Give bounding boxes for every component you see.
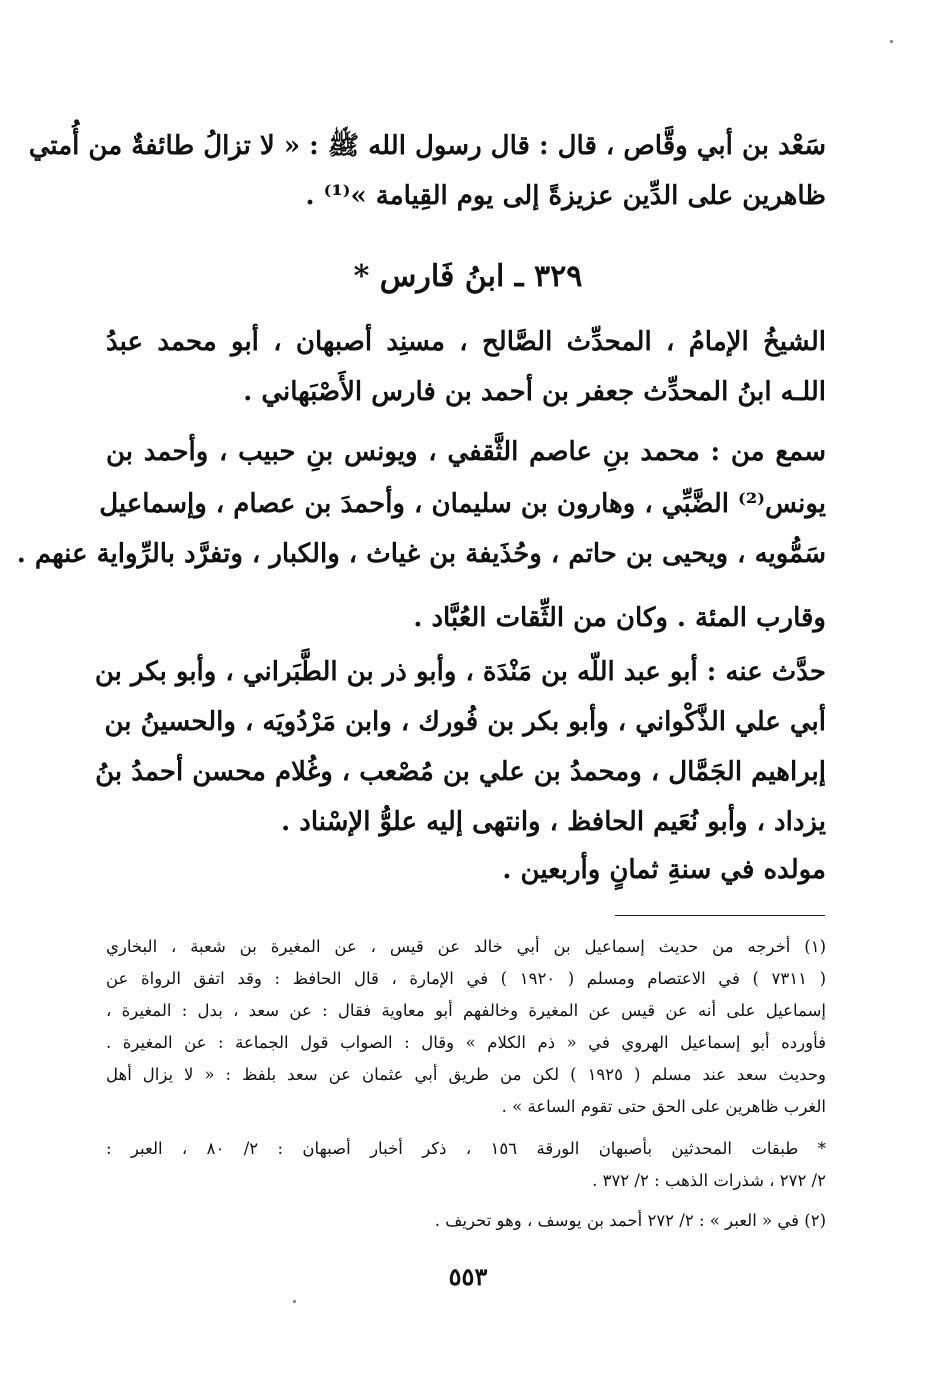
para4-line-3: إبراهيم الجَمَّال ، ومحمدُ بن علي بن مُصْعب ، وغُلام محسن أحمدُ بنُ [95, 757, 826, 787]
footnote-line-3: إسماعيل على أنه عن قيس عن المغيرة وخالفهم أبو معاوية فقال : عن سعد ، بدل : المغيرة ، [106, 1001, 826, 1020]
footnote-separator [615, 915, 825, 916]
para2-line-2: يونس⁽²⁾ الضَّبِّي ، وهارون بن سليمان ، وأحمدَ بن عصام ، وإسماعيل [99, 489, 826, 519]
footnote-line-6: الغرب ظاهرين على الحق حتى تقوم الساعة » . [501, 1097, 826, 1116]
footnote-2-line: (٢) في « العبر » : ٢/ ٢٧٢ أحمد بن يوسف ، وهو تحريف . [434, 1211, 826, 1230]
para3-line-1: وقارب المئة . وكان من الثِّقات العُبَّاد . [413, 603, 826, 633]
footnote-line-1: (١) أخرجه من حديث إسماعيل بن أبي خالد عن قيس ، عن المغيرة بن شعبة ، البخاري [106, 937, 826, 956]
para1-line-1: الشيخُ الإمامُ ، المحدِّث الصَّالح ، مسنِد أصبهان ، أبو محمد عبدُ [106, 327, 826, 357]
para1-line-2: اللـه ابنُ المحدِّث جعفر بن أحمد بن فارس الأَصْبَهاني . [243, 377, 826, 407]
para2-line-1: سمع من : محمد بنِ عاصم الثَّقفي ، ويونس بنِ حبيب ، وأحمد بن [106, 437, 826, 467]
para4-line-1: حدَّث عنه : أبو عبد اللّه بن مَنْدَة ، وأبو ذر بن الطَّبَراني ، وأبو بكر بن [94, 657, 826, 687]
para5-line-1: مولده في سنةِ ثمانٍ وأربعين . [502, 855, 826, 885]
intro-line-2: ظاهرين على الدِّين عزيزةً إلى يوم القِيامة »⁽¹⁾ . [305, 181, 826, 211]
footnote-line-5: وحديث سعد عند مسلم ( ١٩٢٥ ) لكن من طريق أبي عثمان عن سعد بلفظ : « لا يزال أهل [106, 1065, 826, 1084]
page-number: ٥٥٣ [448, 1262, 488, 1291]
intro-line-1: سَعْد بن أبي وقَّاص ، قال : قال رسول الله ﷺ : « لا تزالُ طائفةٌ من أُمتي [28, 131, 826, 161]
para4-line-4: يزداد ، وأبو نُعَيم الحافظ ، وانتهى إليه علوُّ الإسْناد . [281, 807, 826, 837]
source-note-line-2: ٢/ ٢٧٢ ، شذرات الذهب : ٢/ ٣٧٢ . [592, 1171, 826, 1190]
scan-speck [293, 1300, 296, 1303]
para2-line-3: سَمُّويه ، ويحيى بن حاتم ، وحُذَيفة بن غياث ، والكبار ، وتفرَّد بالرِّواية عنهم . [16, 539, 826, 569]
para4-line-2: أبي علي الذَّكْواني ، وأبو بكر بن فُورك ، وابن مَرْدُويَه ، والحسينُ بن [104, 707, 826, 737]
footnote-line-2: ( ٧٣١١ ) في الاعتصام ومسلم ( ١٩٢٠ ) في الإمارة ، قال الحافظ : وقد اتفق الرواة عن [106, 969, 827, 988]
entry-heading: ٣٢٩ ـ ابنُ فَارس * [353, 259, 583, 294]
scan-speck [890, 40, 893, 43]
source-note-line-1: * طبقات المحدثين بأصبهان الورقة ١٥٦ ، ذكر أخبار أصبهان : ٢/ ٨٠ ، العبر : [106, 1139, 826, 1158]
footnote-line-4: فأورده أبو إسماعيل الهروي في « ذم الكلام » وقال : الصواب قول الجماعة : عن المغيرة . [106, 1033, 826, 1052]
